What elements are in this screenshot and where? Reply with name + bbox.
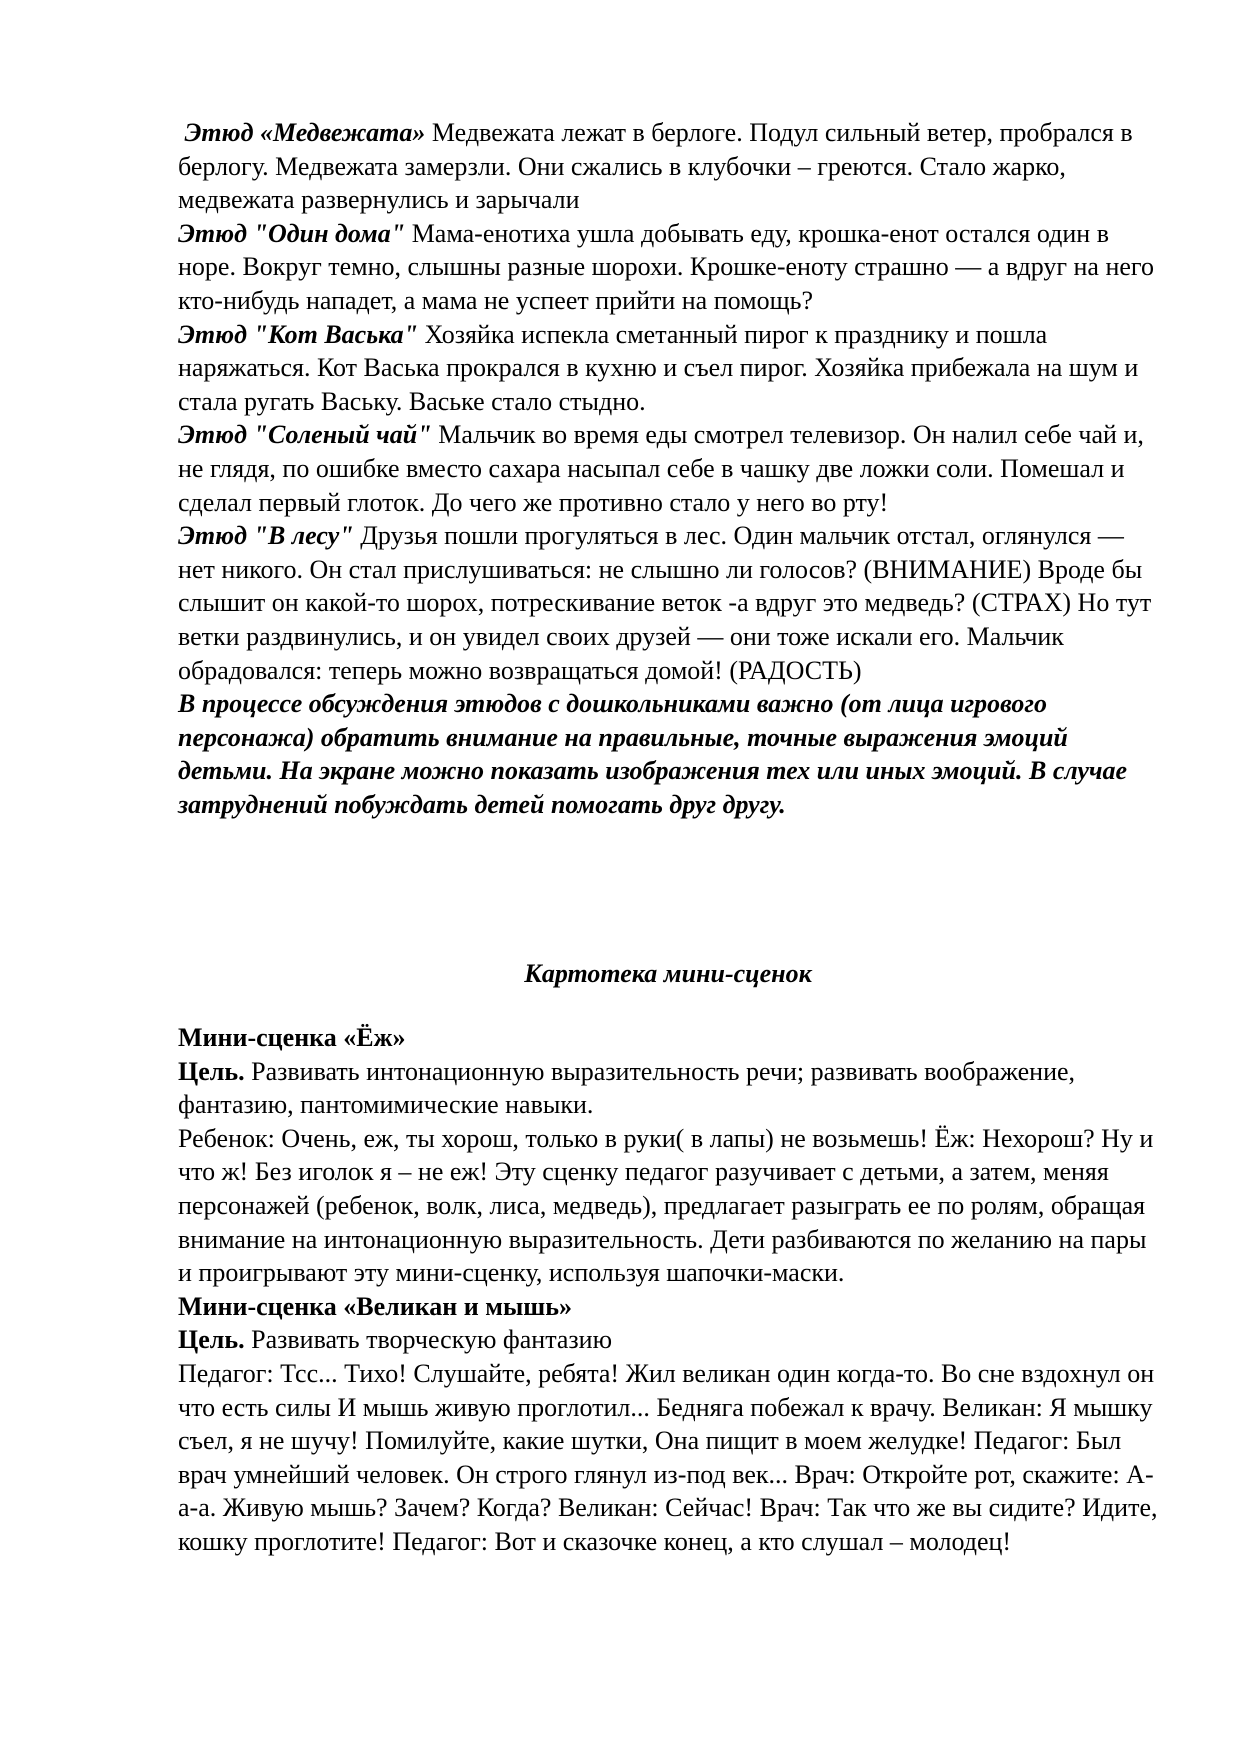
scene-body: Педагог: Тсс... Тихо! Слушайте, ребята! Жил великан один когда-то. Во сне вздохнул он что есть силы И мышь живую проглотил... Бедняга побежал к врачу. Великан: Я мышку съел, я не шучу! Помилуйте, какие шутки, Она пищит в моем желудке! Педагог: Был врач умнейший человек. Он строго глянул из-под век... Врач: Откройте рот, скажите: А-а-а. Живую мышь? Зачем? Когда? Великан: Сейчас! Врач: Так что же вы сидите? Идите, кошку проглотите! Педагог: Вот и сказочке конец, а кто слушал – молодец! <box>178 1358 1158 1556</box>
goal-text: Развивать интонационную выразительность речи; развивать воображение, фантазию, пантомимические навыки. <box>178 1056 1076 1120</box>
scene-title-ezh: Мини-сценка «Ёж» <box>178 1023 406 1052</box>
section-title: Картотека мини-сценок <box>524 959 812 988</box>
etude-v-lesu <box>178 519 1158 687</box>
document-page <box>178 116 1158 1556</box>
etude-text: Хозяйка испекла сметанный пирог к празднику и пошла наряжаться. Кот Васька прокрался в кухню и съел пирог. Хозяйка прибежала на шум и стала ругать Ваську. Ваське стало стыдно. <box>178 319 1139 416</box>
etude-title: Этюд "Один дома" <box>178 218 406 248</box>
etude-soleny-chai <box>178 418 1158 519</box>
etude-title: Этюд "В лесу" <box>178 521 354 551</box>
scene-title-velikan: Мини-сценка «Великан и мышь» <box>178 1291 572 1321</box>
scene-goal <box>178 1323 1158 1357</box>
scene-body: Ребенок: Очень, еж, ты хорош, только в руки( в лапы) не возьмешь! Ёж: Нехорош? Ну и что ж! Без иголок я – не еж! Эту сценку педагог разучивает с детьми, а затем, меняя персонажей (ребенок, волк, лиса, медведь), предлагает разыграть ее по ролям, обращая внимание на интонационную выразительность. Дети разбиваются по желанию на пары и проигрывают эту мини-сценку, используя шапочки-маски. <box>178 1123 1154 1288</box>
goal-text: Развивать творческую фантазию <box>244 1325 613 1355</box>
etude-title: Этюд "Кот Васька" <box>178 319 419 349</box>
etude-title: Этюд «Медвежата» <box>184 118 426 147</box>
goal-label: Цель. <box>178 1056 245 1086</box>
etude-text: Мальчик во время еды смотрел телевизор. Он налил себе чай и, не глядя, по ошибке вместо сахара насыпал себе в чашку две ложки соли. Помешал и сделал первый глоток. До чего же противно стало у него во рту! <box>178 420 1144 517</box>
etude-title: Этюд "Соленый чай" <box>178 420 432 450</box>
etude-kot-vaska <box>178 318 1158 419</box>
teacher-note: В процессе обсуждения этюдов с дошкольниками важно (от лица игрового персонажа) обратить внимание на правильные, точные выражения эмоций детьми. На экране можно показать изображения тех или иных эмоций. В случае затруднений побуждать детей помогать друг другу. <box>178 689 1128 819</box>
etude-text: Медвежата лежат в берлоге. Подул сильный ветер, пробрался в берлогу. Медвежата замерзли. Они сжались в клубочки – греются. Стало жарко, медвежата развернулись и зарычали <box>178 118 1133 215</box>
mini-scenes <box>178 1021 1158 1559</box>
etude-medvezhata <box>178 116 1158 217</box>
scene-goal <box>178 1055 1158 1122</box>
etude-odin-doma <box>178 217 1158 318</box>
etude-text: Друзья пошли прогуляться в лес. Один мальчик отстал, оглянулся — нет никого. Он стал прислушиваться: не слышно ли голосов? (ВНИМАНИЕ) Вроде бы слышит он какой-то шорох, потрескивание веток -а вдруг это медведь? (СТРАХ) Но тут ветки раздвинулись, и он увидел своих друзей — они тоже искали его. Мальчик обрадовался: теперь можно возвращаться домой! (РАДОСТЬ) <box>178 521 1152 685</box>
etude-text: Мама-енотиха ушла добывать еду, крошка-енот остался один в норе. Вокруг темно, слышны разные шорохи. Крошке-еноту страшно — а вдруг на него кто-нибудь нападет, а мама не успеет прийти на помощь? <box>178 218 1154 315</box>
goal-label: Цель. <box>178 1325 245 1355</box>
